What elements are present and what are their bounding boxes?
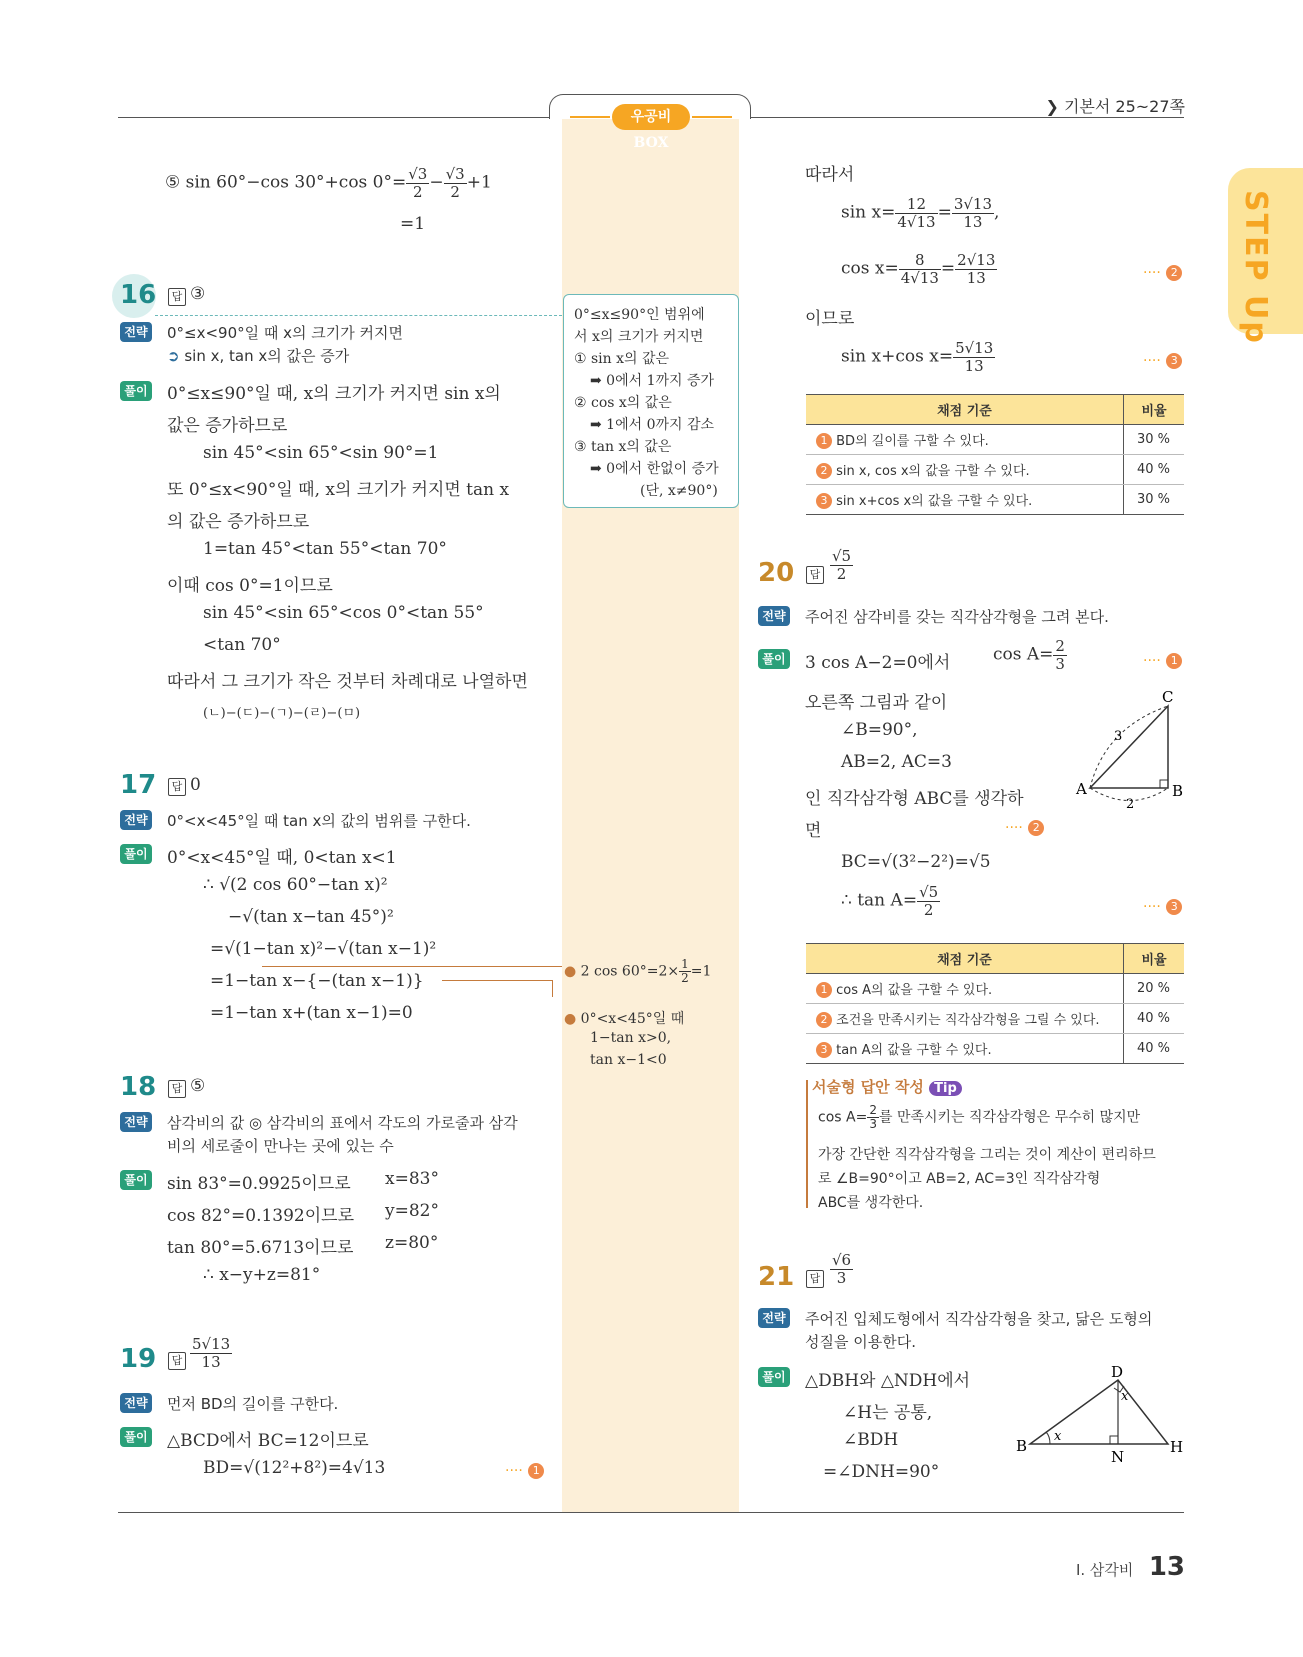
q20-number: 20 <box>758 558 795 588</box>
q21-triangle-figure <box>1010 1366 1185 1466</box>
arrow-circle-icon: ➲ <box>167 347 180 365</box>
q21-strategy-2: 성질을 이용한다. <box>805 1333 916 1351</box>
q21-sol-0: △DBH와 △NDH에서 <box>805 1371 971 1391</box>
reference-pages <box>1045 94 1185 117</box>
q19-cos-f2n: 2√13 <box>957 251 996 269</box>
score-mark-num: 3 <box>816 493 832 509</box>
dotted-arrow-icon: ···· <box>1143 265 1161 281</box>
q20-tip-title-text: 서술형 답안 작성 <box>812 1078 924 1096</box>
score-criteria-text: sin x+cos x의 값을 구할 수 있다. <box>836 493 1033 509</box>
q21-ans-d: 3 <box>836 1268 847 1287</box>
q15-line2: =1 <box>400 214 426 234</box>
q20-tip-title <box>812 1076 962 1097</box>
q17-leader-1 <box>262 966 562 967</box>
q16-sol-1: 값은 증가하므로 <box>167 416 288 436</box>
q20-sol-7: BC=√(3²−2²)=√5 <box>841 852 991 872</box>
q21-sol-2: ∠BDH <box>843 1430 899 1450</box>
fig-label-2: 2 <box>1126 797 1135 812</box>
q15-prefix: ⑤ sin 60°−cos 30°+cos 0°= <box>165 172 407 193</box>
q19-mark-2 <box>1143 262 1182 282</box>
q20-sol-3: ∠B=90°, <box>841 720 918 740</box>
q15-line1 <box>165 166 492 200</box>
q16-sol-7: sin 45°<sin 65°<cos 0°<tan 55° <box>203 603 484 623</box>
q17-side-2-1: 1−tan x>0, <box>590 1030 672 1046</box>
q18-result: ∴ x−y+z=81° <box>203 1265 321 1285</box>
score-criteria-text: tan A의 값을 구할 수 있다. <box>836 1042 992 1058</box>
q17-leader-2 <box>442 980 553 997</box>
strategy-badge: 전략 <box>758 1308 790 1328</box>
answer-icon: 답 <box>168 1080 186 1098</box>
answer-icon: 답 <box>806 566 824 584</box>
q15-f1d: 2 <box>413 182 423 201</box>
q17-side-1 <box>564 958 711 985</box>
q18-strategy-1: 삼각비의 값 ◎ 삼각비의 표에서 각도의 가로줄과 삼각 <box>167 1114 518 1132</box>
q20-mark-1-num: 1 <box>1166 653 1182 669</box>
score-ratio: 20 % <box>1124 974 1185 1004</box>
q19-mark-1 <box>505 1460 544 1480</box>
q20-sol-2: 오른쪽 그림과 같이 <box>805 693 948 713</box>
score-criteria-text: BD의 길이를 구할 수 있다. <box>836 433 989 449</box>
chevron-right-icon: ❯ <box>1045 97 1059 116</box>
q19-strategy: 먼저 BD의 길이를 구한다. <box>167 1395 339 1413</box>
q19-cos-f1d: 4√13 <box>900 268 939 287</box>
q19-cont-2: 이므로 <box>805 309 855 329</box>
score-mark-num: 2 <box>816 463 832 479</box>
q16-sol-2: sin 45°<sin 65°<sin 90°=1 <box>203 443 439 463</box>
q19-cos-f2d: 13 <box>966 268 986 287</box>
q17-sol-1: ∴ √(2 cos 60°−tan x)² <box>203 875 388 895</box>
ref-pages: 25~27쪽 <box>1115 97 1185 116</box>
q21-strategy-1: 주어진 입체도형에서 직각삼각형을 찾고, 닮은 도형의 <box>805 1310 1153 1328</box>
score-criteria-text: 조건을 만족시키는 직각삼각형을 그릴 수 있다. <box>836 1012 1100 1028</box>
q19-cos-pre: cos x= <box>841 258 899 279</box>
dotted-arrow-icon: ···· <box>1005 820 1023 836</box>
q20-triangle-figure <box>1070 688 1185 813</box>
q17-number: 17 <box>120 770 157 800</box>
strategy-badge: 전략 <box>120 322 152 342</box>
q16-note-4: ② cos x의 값은 <box>574 395 672 411</box>
q20-ans-n: √5 <box>832 547 852 565</box>
q20-tip-3: 로 ∠B=90°이고 AB=2, AC=3인 직각삼각형 <box>818 1171 1101 1187</box>
fig-label-H: H <box>1170 1438 1184 1456</box>
q21-ans-n: √6 <box>832 1251 852 1269</box>
answer-icon: 답 <box>168 288 186 306</box>
q18-number: 18 <box>120 1072 157 1102</box>
score-criteria <box>806 1004 1124 1034</box>
q17-strategy: 0°<x<45°일 때 tan x의 값의 범위를 구한다. <box>167 812 471 830</box>
bullet-dot-icon: ● <box>564 1011 577 1027</box>
q20-tip-1n: 2 <box>869 1103 877 1117</box>
footer-rule <box>118 1512 1184 1513</box>
q20-tan-pre: ∴ tan A= <box>841 890 918 911</box>
q18-row-0-a: sin 83°=0.9925이므로 <box>167 1174 351 1194</box>
q20-tip-1b: 를 만족시키는 직각삼각형은 무수히 많지만 <box>878 1109 1141 1126</box>
q20-tip-4: ABC를 생각한다. <box>818 1195 924 1211</box>
q19-mark-1-num: 1 <box>528 1463 544 1479</box>
score-head-ratio: 비율 <box>1124 395 1185 425</box>
q20-tan <box>841 884 940 918</box>
q20-cos-d: 3 <box>1055 654 1065 673</box>
q15-tail: +1 <box>466 172 492 193</box>
q18-row-1-b: y=82° <box>385 1201 439 1221</box>
q20-score-table <box>806 943 1184 1064</box>
fig-label-A: A <box>1076 780 1087 798</box>
score-mark-num: 1 <box>816 433 832 449</box>
q21-answer <box>830 1252 853 1286</box>
q17-sol-0: 0°<x<45°일 때, 0<tan x<1 <box>167 848 397 868</box>
answer-icon: 답 <box>806 1270 824 1288</box>
q19-sin-f1d: 4√13 <box>897 212 936 231</box>
score-ratio: 30 % <box>1124 425 1185 455</box>
q17-side-2-0: 0°<x<45°일 때 <box>580 1011 685 1027</box>
q19-cos-f1n: 8 <box>899 252 941 270</box>
q20-mark-2-num: 2 <box>1028 820 1044 836</box>
q19-cos: cos x= $\frac{8}{4√13}$ = $\frac{2√13}{13}$ <box>841 251 996 287</box>
q19-sum-d: 13 <box>964 356 984 375</box>
q16-sol-9: 따라서 그 크기가 작은 것부터 차례대로 나열하면 <box>167 672 528 692</box>
score-head-ratio: 비율 <box>1124 944 1185 974</box>
fig-label-B: B <box>1172 782 1184 800</box>
q18-row-2-b: z=80° <box>385 1233 439 1253</box>
dotted-arrow-icon: ···· <box>1143 353 1161 369</box>
q16-answer: ③ <box>190 284 206 304</box>
q16-dashed-leader <box>155 315 562 316</box>
q16-sol-6: 이때 cos 0°=1이므로 <box>167 576 333 596</box>
answer-icon: 답 <box>168 1352 186 1370</box>
solution-badge: 풀이 <box>120 844 152 864</box>
q15-f1n: √3 <box>408 165 428 183</box>
q17-side-1-d: 2 <box>681 971 689 986</box>
q16-note-3: ➡ 0에서 1까지 증가 <box>590 373 715 389</box>
score-ratio: 40 % <box>1124 1034 1185 1064</box>
score-mark-num: 3 <box>816 1042 832 1058</box>
fig-angle-x1: x <box>1054 1429 1062 1444</box>
answer-icon: 답 <box>168 778 186 796</box>
dotted-arrow-icon: ···· <box>1143 899 1161 915</box>
q20-tip-2: 가장 간단한 직각삼각형을 그리는 것이 계산이 편리하므 <box>818 1147 1156 1163</box>
q16-sol-5: 1=tan 45°<tan 55°<tan 70° <box>203 539 447 559</box>
q16-note-0: 0°≤x≤90°인 범위에 <box>574 307 705 323</box>
q16-note-5: ➡ 1에서 0까지 감소 <box>590 417 715 433</box>
q19-sin-pre: sin x= <box>841 202 896 223</box>
score-ratio: 30 % <box>1124 485 1185 515</box>
q16-sol-3: 또 0°≤x<90°일 때, x의 크기가 커지면 tan x <box>167 480 510 500</box>
strategy-badge: 전략 <box>758 606 790 626</box>
q20-tip-1a: cos A= <box>818 1109 868 1126</box>
q19-mark-3 <box>1143 350 1182 370</box>
q19-cont-1: 따라서 <box>805 165 855 185</box>
q17-sol-2: −√(tan x−tan 45°)² <box>228 907 394 927</box>
q16-sol-0: 0°≤x≤90°일 때, x의 크기가 커지면 sin x의 <box>167 384 501 404</box>
q19-sol-1: △BCD에서 BC=12이므로 <box>167 1431 369 1451</box>
q17-answer: 0 <box>190 775 201 795</box>
q20-tan-n: √5 <box>919 883 939 901</box>
q16-sol-10: (ㄴ)−(ㄷ)−(ㄱ)−(ㄹ)−(ㅁ) <box>203 706 361 721</box>
q19-number: 19 <box>120 1344 157 1374</box>
q15-f2n: √3 <box>445 165 465 183</box>
q17-sol-3: =√(1−tan x)²−√(tan x−1)² <box>210 939 437 959</box>
score-criteria-text: sin x, cos x의 값을 구할 수 있다. <box>836 463 1030 479</box>
q17-sol-4: =1−tan x−{−(tan x−1)} <box>210 971 424 991</box>
score-ratio: 40 % <box>1124 455 1185 485</box>
q20-mark-1 <box>1143 650 1182 670</box>
tip-badge: Tip <box>929 1081 962 1096</box>
q16-note-1: 서 x의 크기가 커지면 <box>574 329 704 345</box>
q17-side-1-tail: =1 <box>690 963 712 980</box>
strategy-badge: 전략 <box>120 1393 152 1413</box>
q18-row-1-a: cos 82°=0.1392이므로 <box>167 1206 355 1226</box>
q19-score-table <box>806 394 1184 515</box>
score-head-criteria: 채점 기준 <box>806 395 1124 425</box>
q19-sin: sin x= $\frac{12}{4√13}$ = $\frac{3√13}{13}$ , <box>841 195 1000 231</box>
q16-note-2: ① sin x의 값은 <box>574 351 670 367</box>
q21-number: 21 <box>758 1262 795 1292</box>
q15-minus: − <box>429 172 444 193</box>
q19-sum <box>841 340 995 374</box>
score-criteria <box>806 974 1124 1004</box>
ref-prefix: 기본서 <box>1063 97 1116 116</box>
fig-label-D: D <box>1111 1366 1124 1381</box>
step-up-label: STEP Up <box>1238 190 1273 345</box>
solution-badge: 풀이 <box>758 649 790 669</box>
q20-cos <box>993 638 1067 672</box>
fig-label-3: 3 <box>1114 729 1123 744</box>
q20-sol-1: 3 cos A−2=0에서 <box>805 653 951 673</box>
solution-badge: 풀이 <box>758 1367 790 1387</box>
q19-sin-f2d: 13 <box>963 212 983 231</box>
score-criteria <box>806 425 1124 455</box>
q21-sol-1: ∠H는 공통, <box>843 1403 933 1423</box>
q19-sum-pre: sin x+cos x= <box>841 346 954 367</box>
chapter-label: I. 삼각비 <box>1075 1561 1134 1579</box>
box-label: 우공비 BOX <box>612 104 690 130</box>
q20-strategy: 주어진 삼각비를 갖는 직각삼각형을 그려 본다. <box>805 608 1109 626</box>
strategy-badge: 전략 <box>120 810 152 830</box>
q20-sol-5: 인 직각삼각형 ABC를 생각하 <box>805 789 1024 809</box>
q16-sol-8: <tan 70° <box>203 635 281 655</box>
q16-note-8: (단, x≠90°) <box>640 483 718 499</box>
score-criteria <box>806 1034 1124 1064</box>
q19-mark-3-num: 3 <box>1166 353 1182 369</box>
score-head-criteria: 채점 기준 <box>806 944 1124 974</box>
q19-ans-d: 13 <box>201 1352 221 1371</box>
q19-mark-2-num: 2 <box>1166 265 1182 281</box>
q16-number: 16 <box>120 280 157 310</box>
q20-ans-d: 2 <box>836 564 847 583</box>
q20-sol-6: 면 <box>805 821 822 841</box>
q15-f2d: 2 <box>450 182 460 201</box>
q20-mark-3-num: 3 <box>1166 899 1182 915</box>
score-ratio: 40 % <box>1124 1004 1185 1034</box>
q17-side-1-text: 2 cos 60°=2× <box>580 963 680 980</box>
fig-label-N: N <box>1111 1448 1125 1466</box>
strategy-badge: 전략 <box>120 1112 152 1132</box>
q16-sol-4: 의 값은 증가하므로 <box>167 512 310 532</box>
q20-mark-3 <box>1143 896 1182 916</box>
q20-tip-1d: 3 <box>869 1117 877 1132</box>
fig-label-C: C <box>1162 688 1174 706</box>
q19-sin-f2n: 3√13 <box>953 195 993 213</box>
q16-strategy-2-text: sin x, tan x의 값은 증가 <box>184 347 350 365</box>
dotted-arrow-icon: ···· <box>1143 653 1161 669</box>
q16-note-7: ➡ 0에서 한없이 증가 <box>590 461 719 477</box>
q16-note-6: ③ tan x의 값은 <box>574 439 672 455</box>
q19-sol-2: BD=√(12²+8²)=4√13 <box>203 1458 386 1478</box>
dotted-arrow-icon: ···· <box>505 1463 523 1479</box>
q18-answer: ⑤ <box>190 1076 206 1096</box>
q19-sin-f1n: 12 <box>895 196 937 214</box>
fig-label-B: B <box>1016 1437 1028 1455</box>
q19-answer <box>190 1336 232 1370</box>
q17-side-2 <box>564 1008 684 1028</box>
q17-sol-5: =1−tan x+(tan x−1)=0 <box>210 1003 413 1023</box>
q18-row-2-a: tan 80°=5.6713이므로 <box>167 1238 354 1258</box>
solution-badge: 풀이 <box>120 1170 152 1190</box>
q19-ans-n: 5√13 <box>192 1335 231 1353</box>
page-footer <box>1076 1552 1185 1582</box>
q19-sum-n: 5√13 <box>955 339 994 357</box>
fig-angle-x2: x <box>1121 1389 1129 1404</box>
q20-tip-1 <box>818 1104 1140 1131</box>
solution-badge: 풀이 <box>120 381 152 401</box>
q17-side-1-n: 1 <box>681 957 689 971</box>
q20-mark-2 <box>1005 817 1044 837</box>
page-number: 13 <box>1148 1552 1185 1582</box>
solution-badge: 풀이 <box>120 1427 152 1447</box>
q17-side-2-2: tan x−1<0 <box>590 1052 667 1068</box>
score-criteria <box>806 455 1124 485</box>
q18-strategy-2: 비의 세로줄이 만나는 곳에 있는 수 <box>167 1137 394 1155</box>
score-mark-num: 2 <box>816 1012 832 1028</box>
q20-cos-n: 2 <box>1055 637 1065 655</box>
q21-sol-3: =∠DNH=90° <box>823 1462 940 1482</box>
q16-strategy-1: 0°≤x<90°일 때 x의 크기가 커지면 <box>167 324 404 342</box>
score-mark-num: 1 <box>816 982 832 998</box>
score-criteria-text: cos A의 값을 구할 수 있다. <box>836 982 993 998</box>
q20-answer <box>830 548 853 582</box>
score-criteria <box>806 485 1124 515</box>
q18-row-0-b: x=83° <box>385 1169 439 1189</box>
bullet-dot-icon: ● <box>564 963 577 980</box>
q16-strategy-2 <box>167 345 349 366</box>
q20-cos-pre: cos A= <box>993 644 1054 665</box>
q20-sol-4: AB=2, AC=3 <box>841 752 952 772</box>
q20-tan-d: 2 <box>923 900 934 919</box>
